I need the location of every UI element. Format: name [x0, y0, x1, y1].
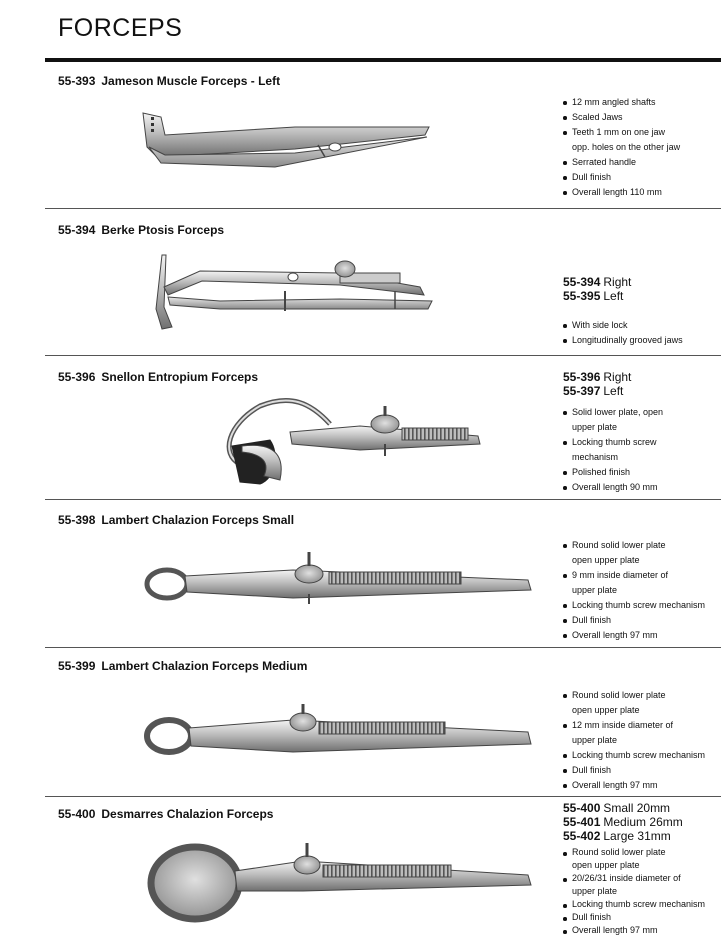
feature-item: Dull finish	[563, 763, 721, 778]
feature-list	[563, 688, 721, 793]
variant-row: 55-400 Small 20mm	[563, 801, 671, 815]
feature-item: Overall length 97 mm	[563, 778, 721, 793]
feature-item: Dull finish	[563, 613, 721, 628]
lambert-small-forceps-illustration	[143, 546, 543, 616]
product-name: Berke Ptosis Forceps	[101, 223, 225, 237]
feature-item: Round solid lower plate open upper plate	[563, 688, 721, 718]
variant-row: 55-401 Medium 26mm	[563, 815, 683, 829]
product-heading	[58, 807, 273, 821]
product-heading	[58, 370, 258, 384]
product-code: 55-393	[58, 74, 96, 88]
product-heading	[58, 659, 307, 673]
feature-item: Locking thumb screw mechanism	[563, 748, 721, 763]
feature-item: With side lock	[563, 318, 721, 333]
feature-item: Serrated handle	[563, 155, 721, 170]
product-section-55-400	[45, 797, 721, 935]
variant-row: 55-402 Large 31mm	[563, 829, 671, 843]
product-heading	[58, 223, 224, 237]
feature-item: Dull finish	[563, 911, 721, 924]
product-name: Lambert Chalazion Forceps Small	[101, 513, 295, 527]
desmarres-forceps-illustration	[143, 825, 543, 932]
feature-item: Locking thumb screw mechanism	[563, 898, 721, 911]
feature-item: Dull finish	[563, 170, 721, 185]
feature-item: Scaled Jaws	[563, 110, 721, 125]
lambert-medium-forceps-illustration	[143, 700, 543, 768]
product-heading	[58, 74, 280, 88]
product-code: 55-396	[58, 370, 96, 384]
feature-item: Overall length 90 mm	[563, 480, 721, 495]
feature-list	[563, 95, 721, 200]
variant-row: 55-396 Right	[563, 370, 632, 384]
title-rule	[45, 58, 721, 62]
variant-list	[563, 370, 631, 398]
product-name: Desmarres Chalazion Forceps	[101, 807, 274, 821]
feature-item: 12 mm angled shafts	[563, 95, 721, 110]
feature-item: Solid lower plate, open upper plate	[563, 405, 721, 435]
feature-item: Overall length 97 mm	[563, 924, 721, 937]
feature-item: 9 mm inside diameter of upper plate	[563, 568, 721, 598]
feature-list	[563, 405, 721, 495]
feature-item: Locking thumb screw mechanism	[563, 598, 721, 613]
product-section-55-393	[45, 63, 721, 209]
feature-item: Locking thumb screw mechanism	[563, 435, 721, 465]
variant-list	[563, 275, 631, 303]
feature-list	[563, 318, 721, 348]
feature-item: Polished finish	[563, 465, 721, 480]
product-heading	[58, 513, 294, 527]
product-code: 55-400	[58, 807, 96, 821]
product-name: Jameson Muscle Forceps - Left	[101, 74, 281, 88]
product-code: 55-394	[58, 223, 96, 237]
feature-list	[563, 846, 721, 937]
product-code: 55-398	[58, 513, 96, 527]
variant-row: 55-397 Left	[563, 384, 624, 398]
page-title: FORCEPS	[58, 14, 183, 42]
feature-item: Teeth 1 mm on one jaw opp. holes on the other jaw	[563, 125, 721, 155]
jameson-forceps-illustration	[135, 105, 435, 185]
snellon-forceps-illustration	[180, 384, 490, 489]
feature-item: 20/26/31 inside diameter of upper plate	[563, 872, 721, 898]
product-section-55-396	[45, 356, 721, 500]
product-section-55-394	[45, 209, 721, 356]
product-section-55-398	[45, 500, 721, 648]
feature-item: Round solid lower plate open upper plate	[563, 538, 721, 568]
feature-item: Overall length 110 mm	[563, 185, 721, 200]
variant-list	[563, 801, 683, 843]
variant-row: 55-395 Left	[563, 289, 624, 303]
feature-item: Round solid lower plate open upper plate	[563, 846, 721, 872]
berke-forceps-illustration	[140, 247, 440, 347]
product-name: Snellon Entropium Forceps	[101, 370, 259, 384]
feature-item: Overall length 97 mm	[563, 628, 721, 643]
feature-item: Longitudinally grooved jaws	[563, 333, 721, 348]
product-name: Lambert Chalazion Forceps Medium	[101, 659, 308, 673]
feature-list	[563, 538, 721, 643]
product-section-55-399	[45, 648, 721, 797]
product-code: 55-399	[58, 659, 96, 673]
variant-row: 55-394 Right	[563, 275, 632, 289]
feature-item: 12 mm inside diameter of upper plate	[563, 718, 721, 748]
